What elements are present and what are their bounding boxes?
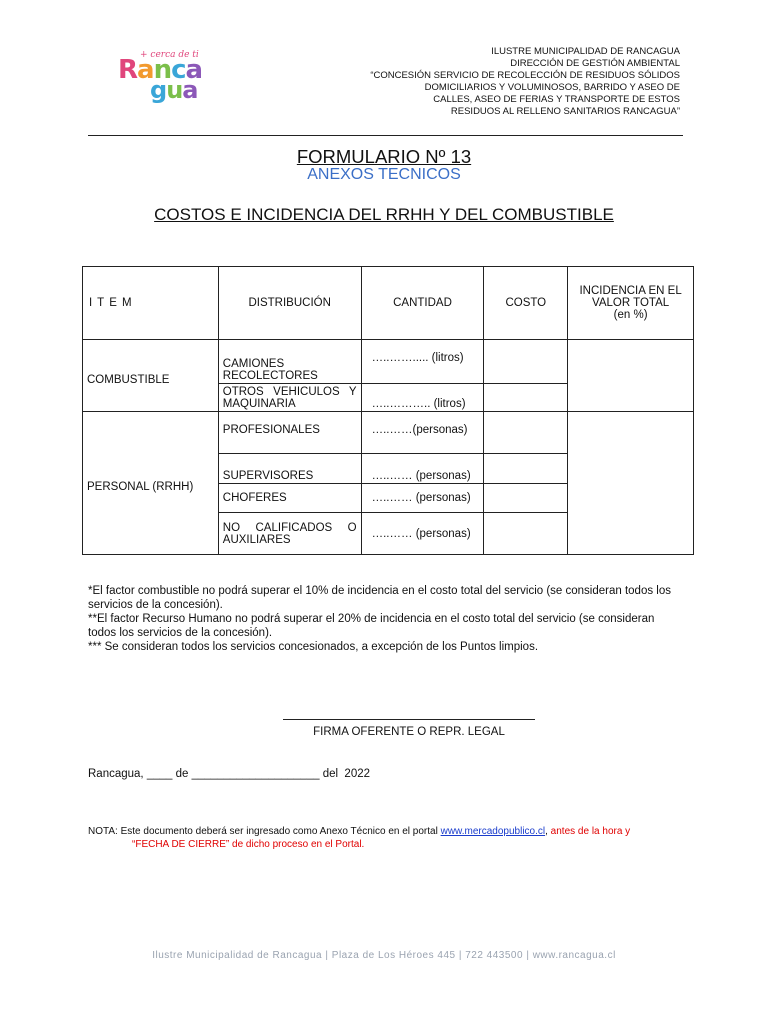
header-cantidad: CANTIDAD [361, 267, 484, 340]
logo-tagline: + cerca de ti [140, 50, 199, 60]
dist-cell: CAMIONES RECOLECTORES [218, 340, 361, 384]
footnotes [88, 584, 683, 654]
footnote: **El factor Recurso Humano no podrá superar el 20% de incidencia en el costo total del servicio (se consideran todos los servicios de la concesión). [88, 613, 655, 639]
rancagua-logo [112, 50, 217, 105]
header-line: CALLES, ASEO DE FERIAS Y TRANSPORTE DE ESTOS [433, 94, 680, 105]
cantidad-cell[interactable]: …..……..... (litros) [361, 340, 484, 384]
date-line[interactable]: Rancagua, ____ de ____________________ del 2022 [88, 768, 371, 780]
note-deadline-2: “FECHA DE CIERRE” de dicho proceso en el Portal. [132, 838, 365, 850]
dist-cell: OTROS VEHICULOS Y MAQUINARIA [218, 384, 361, 412]
header-divider [88, 135, 683, 136]
cantidad-cell[interactable]: …..……….. (litros) [361, 384, 484, 412]
dist-cell: PROFESIONALES [218, 412, 361, 454]
incidencia-cell[interactable] [568, 340, 694, 412]
signature-label: FIRMA OFERENTE O REPR. LEGAL [313, 726, 505, 738]
header-line: “CONCESIÓN SERVICIO DE RECOLECCIÓN DE RESIDUOS SÓLIDOS [370, 70, 680, 81]
form-subtitle: ANEXOS TECNICOS [307, 166, 461, 183]
cost-table [82, 266, 694, 555]
cantidad-cell[interactable]: …..…… (personas) [361, 454, 484, 484]
form-title: FORMULARIO Nº 13 [296, 146, 472, 167]
footnote: *El factor combustible no podrá superar el 10% de incidencia en el costo total del servicio (se consideran todos los servicios de la concesión). [88, 585, 671, 611]
costo-cell[interactable] [484, 340, 568, 384]
header-line: DIRECCIÓN DE GESTIÓN AMBIENTAL [510, 58, 680, 69]
header-incidencia: INCIDENCIA EN EL VALOR TOTAL (en %) [568, 267, 694, 340]
dist-cell: CHOFERES [218, 484, 361, 513]
costo-cell[interactable] [484, 513, 568, 555]
table-header-row [83, 267, 694, 340]
footnote: *** Se consideran todos los servicios concesionados, a excepción de los Puntos limpios. [88, 641, 539, 653]
logo-word-2: gua [150, 76, 198, 104]
item-combustible: COMBUSTIBLE [83, 340, 219, 412]
cantidad-cell[interactable]: …..…… (personas) [361, 513, 484, 555]
submission-note: NOTA: Este documento deberá ser ingresado como Anexo Técnico en el portal www.mercadopublico.cl, antes de la hora y “FECHA DE CIERRE” de dicho proceso en el Portal. [88, 826, 631, 850]
header-line: RESIDUOS AL RELLENO SANITARIOS RANCAGUA” [450, 106, 680, 117]
mercadopublico-link[interactable]: www.mercadopublico.cl [440, 826, 546, 837]
header-distribucion: DISTRIBUCIÓN [218, 267, 361, 340]
dist-cell: NO CALIFICADOS O AUXILIARES [218, 513, 361, 555]
section-title: COSTOS E INCIDENCIA DEL RRHH Y DEL COMBUSTIBLE [154, 205, 614, 224]
header-line: ILUSTRE MUNICIPALIDAD DE RANCAGUA [491, 46, 680, 57]
costo-cell[interactable] [484, 384, 568, 412]
dist-cell: SUPERVISORES [218, 454, 361, 484]
cantidad-cell[interactable]: …..…… (personas) [361, 484, 484, 513]
item-personal: PERSONAL (RRHH) [83, 412, 219, 555]
costo-cell[interactable] [484, 454, 568, 484]
header-line: DOMICILIARIOS Y VOLUMINOSOS, BARRIDO Y ASEO DE [424, 82, 680, 93]
costo-cell[interactable] [484, 484, 568, 513]
page-footer: Ilustre Municipalidad de Rancagua | Plaza de Los Héroes 445 | 722 443500 | www.rancagua.cl [152, 950, 616, 961]
logo-word-1: Ranca [118, 55, 203, 85]
signature-line[interactable] [283, 719, 535, 720]
header-item: I T E M [83, 267, 219, 340]
cantidad-cell[interactable]: …..……(personas) [361, 412, 484, 454]
note-deadline: antes de la hora y [550, 826, 631, 837]
table-row [83, 340, 694, 384]
table-row [83, 412, 694, 454]
costo-cell[interactable] [484, 412, 568, 454]
note-text: NOTA: Este documento deberá ser ingresado como Anexo Técnico en el portal [88, 826, 441, 837]
incidencia-cell[interactable] [568, 412, 694, 555]
header-costo: COSTO [484, 267, 568, 340]
institution-header [350, 46, 680, 118]
